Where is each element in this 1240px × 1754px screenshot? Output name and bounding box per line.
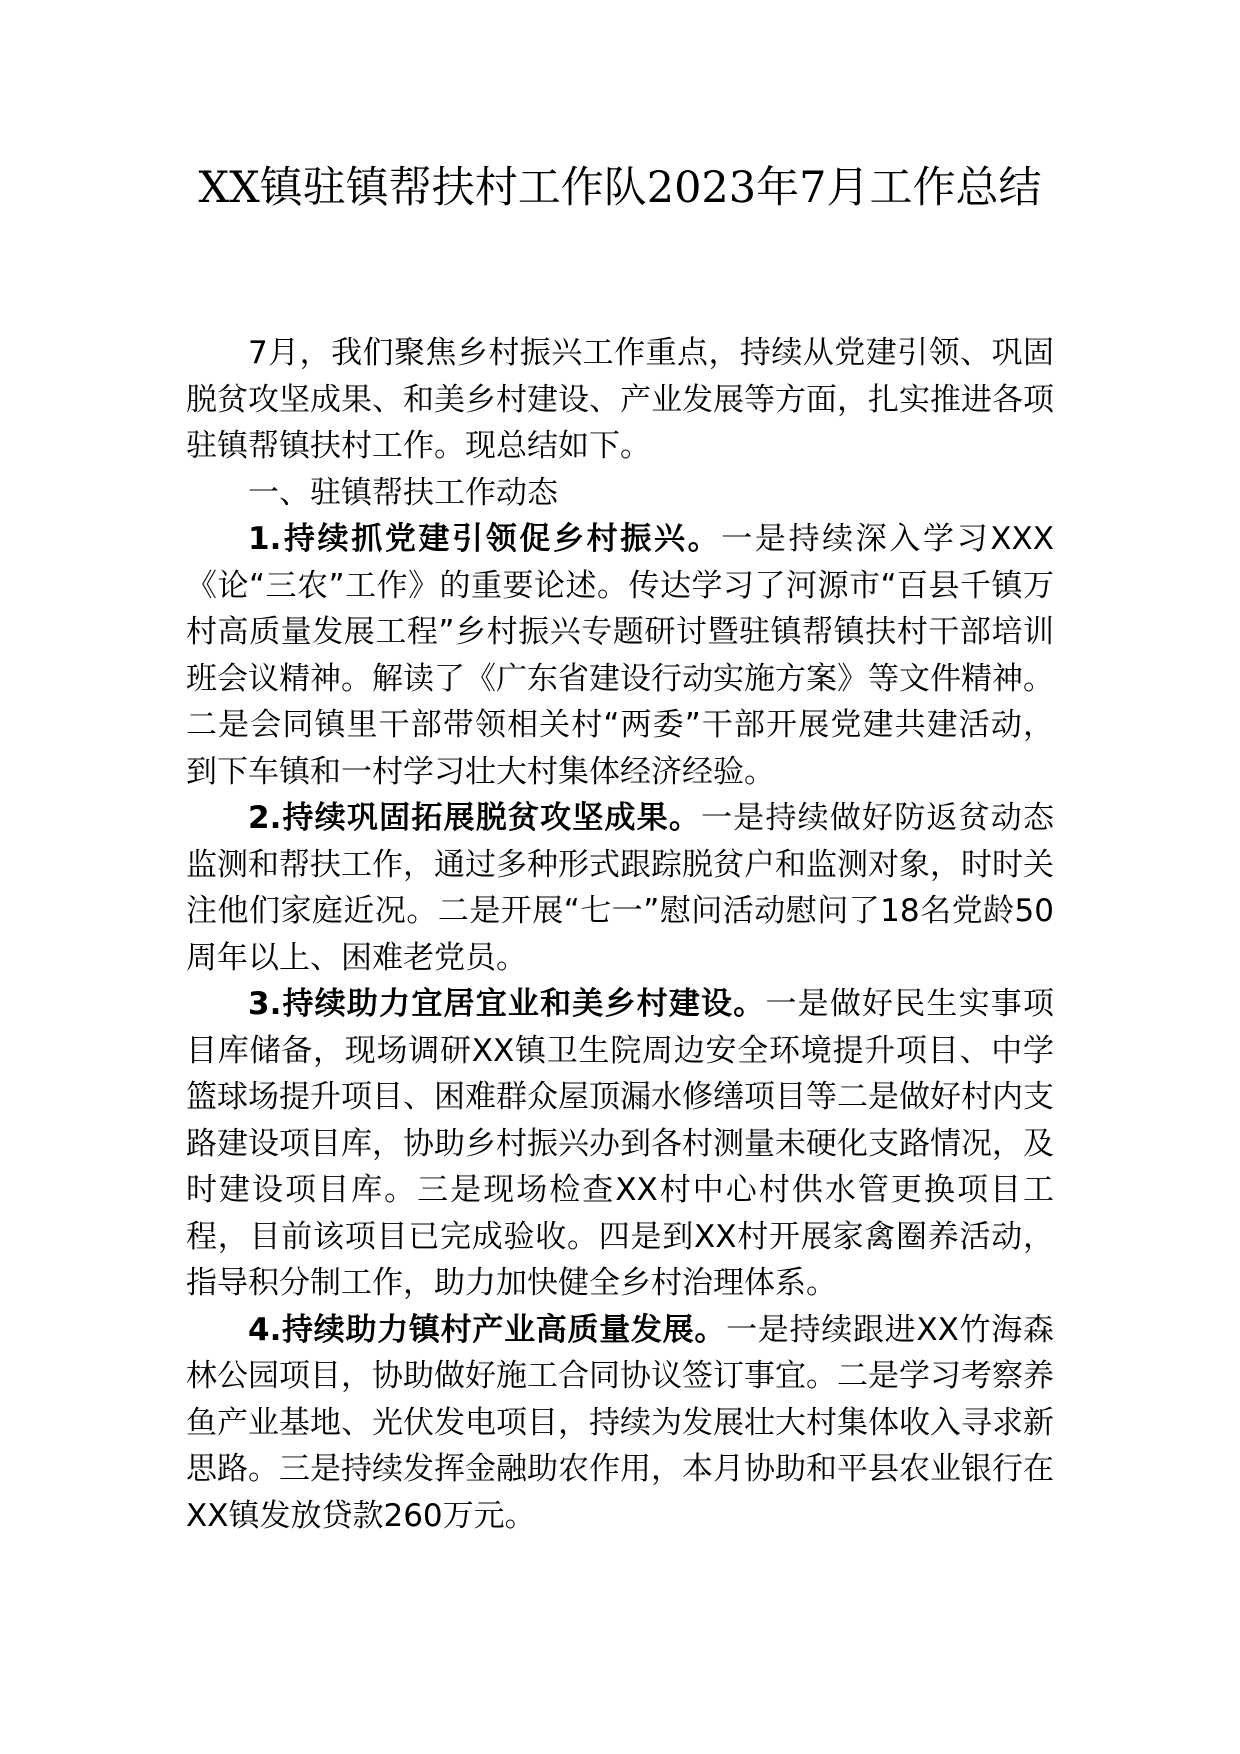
- section-heading: 一、驻镇帮扶工作动态: [248, 474, 558, 511]
- item-lead: 3.持续助力宜居宜业和美乡村建设。: [248, 986, 766, 1022]
- item-paragraph-4: [186, 1307, 1054, 1540]
- item-paragraph-3: [186, 981, 1054, 1307]
- intro-paragraph: 7月，我们聚焦乡村振兴工作重点，持续从党建引领、巩固脱贫攻坚成果、和美乡村建设、产业发展等方面，扎实推进各项驻镇帮镇扶村工作。现总结如下。: [186, 335, 1054, 464]
- item-lead: 4.持续助力镇村产业高质量发展。: [248, 1311, 727, 1348]
- item-text: 一是持续跟进XX竹海森林公园项目，协助做好施工合同协议签订事宜。二是学习考察养鱼产业基地、光伏发电项目，持续为发展壮大村集体收入寻求新思路。三是持续发挥金融助农作用，本月协助和平县农业银行在XX镇发放贷款260万元。: [186, 1311, 1054, 1534]
- item-paragraph-1: [186, 516, 1054, 795]
- item-lead: 2.持续巩固拓展脱贫攻坚成果。: [248, 800, 702, 836]
- item-lead: 1.持续抓党建引领促乡村振兴。: [248, 521, 722, 557]
- item-text: 一是持续做好防返贫动态监测和帮扶工作，通过多种形式跟踪脱贫户和监测对象，时时关注他们家庭近况。二是开展“七一”慰问活动慰问了18名党龄50周年以上、困难老党员。: [186, 800, 1054, 976]
- item-paragraph-2: [186, 795, 1054, 981]
- document-title: XX镇驻镇帮扶村工作队2023年7月工作总结: [198, 163, 1042, 213]
- document-body: [186, 330, 1054, 1539]
- item-text: 一是做好民生实事项目库储备，现场调研XX镇卫生院周边安全环境提升项目、中学篮球场提升项目、困难群众屋顶漏水修缮项目等二是做好村内支路建设项目库，协助乡村振兴办到各村测量未硬化支路情况，及时建设项目库。三是现场检查XX村中心村供水管更换项目工程，目前该项目已完成验收。四是到XX村开展家禽圈养活动，指导积分制工作，助力加快健全乡村治理体系。: [186, 986, 1054, 1301]
- item-text: 一是持续深入学习XXX《论“三农”工作》的重要论述。传达学习了河源市“百县千镇万村高质量发展工程”乡村振兴专题研讨暨驻镇帮镇扶村干部培训班会议精神。解读了《广东省建设行动实施方案》等文件精神。二是会同镇里干部带领相关村“两委”干部开展党建共建活动，到下车镇和一村学习壮大村集体经济经验。: [186, 521, 1054, 790]
